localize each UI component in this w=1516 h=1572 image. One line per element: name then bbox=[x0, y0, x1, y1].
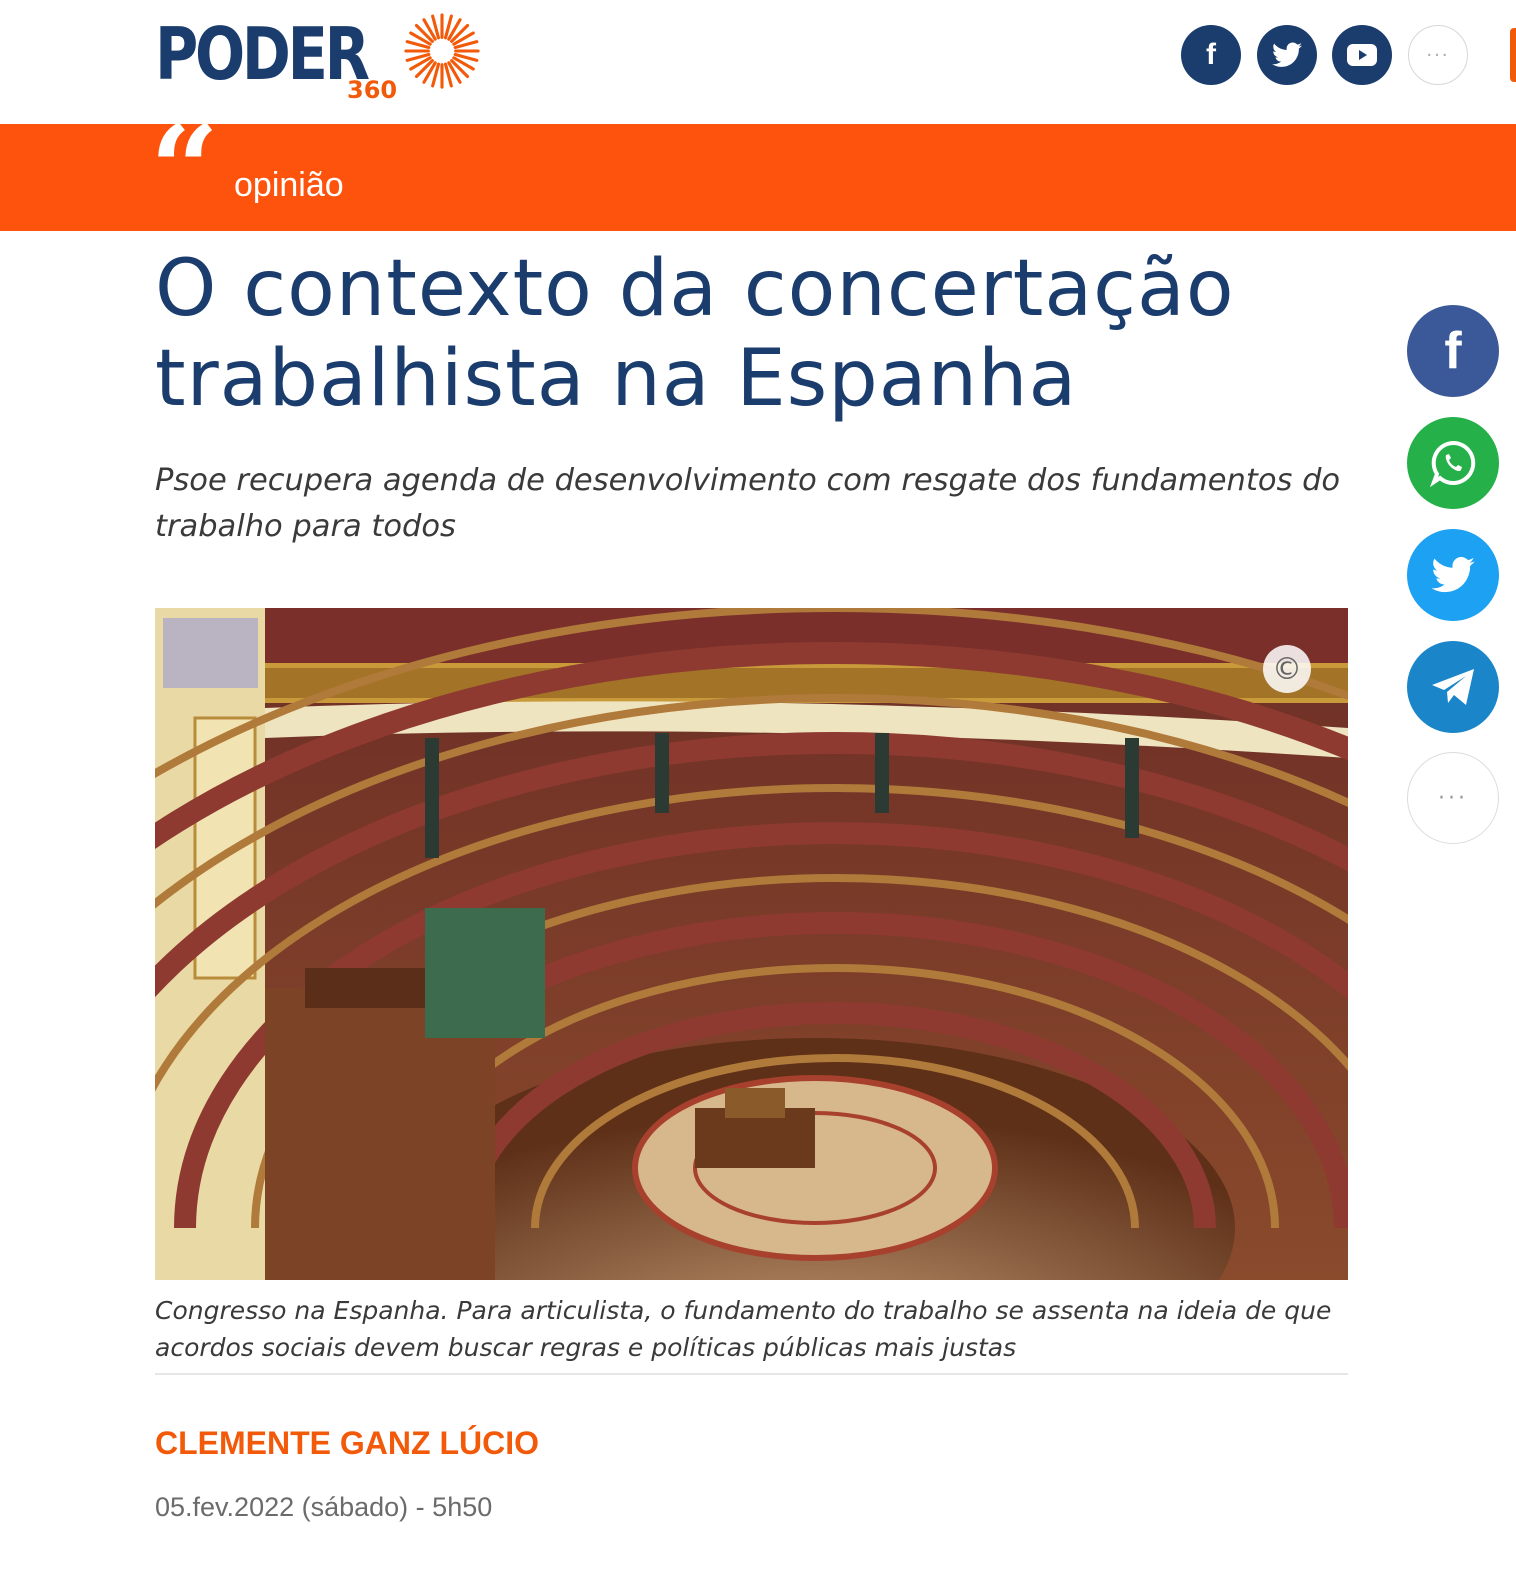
article-subtitle: Psoe recupera agenda de desenvolvimento com resgate dos fundamentos do trabalho para todos bbox=[155, 463, 1341, 544]
share-facebook-button[interactable] bbox=[1407, 305, 1499, 397]
parliament-chamber-image bbox=[155, 608, 1348, 1280]
logo-subtext: 360 bbox=[347, 76, 398, 104]
logo-wordmark: PODER bbox=[155, 12, 367, 96]
share-more-button[interactable]: ··· bbox=[1407, 752, 1499, 844]
publish-date: 05.fev.2022 (sábado) - 5h50 bbox=[155, 1492, 493, 1522]
photo-caption: Congresso na Espanha. Para articulista, o fundamento do trabalho se assenta na ideia de que acordos sociais devem buscar regras e políticas públicas mais justas bbox=[155, 1296, 1332, 1362]
twitter-icon bbox=[1272, 42, 1302, 68]
share-twitter-button[interactable] bbox=[1407, 529, 1499, 621]
share-whatsapp-button[interactable] bbox=[1407, 417, 1499, 509]
logo-sun-icon bbox=[403, 12, 481, 90]
author-name[interactable]: CLEMENTE GANZ LÚCIO bbox=[155, 1425, 539, 1461]
telegram-icon bbox=[1430, 667, 1476, 707]
section-banner bbox=[0, 124, 1516, 231]
whatsapp-icon bbox=[1428, 438, 1478, 488]
header-more-button[interactable]: ··· bbox=[1408, 25, 1468, 85]
site-logo[interactable] bbox=[155, 12, 485, 108]
header-youtube-button[interactable] bbox=[1332, 25, 1392, 85]
section-label[interactable]: opinião bbox=[234, 166, 344, 204]
header-facebook-button[interactable] bbox=[1181, 25, 1241, 85]
article-photo[interactable] bbox=[155, 608, 1348, 1280]
edge-menu-tab[interactable] bbox=[1510, 28, 1516, 82]
photo-copyright-icon[interactable]: © bbox=[1263, 645, 1311, 693]
article-title: O contexto da concertação trabalhista na Espanha bbox=[155, 244, 1235, 424]
share-telegram-button[interactable] bbox=[1407, 641, 1499, 733]
site-header bbox=[0, 0, 1516, 124]
caption-divider bbox=[155, 1373, 1348, 1375]
header-twitter-button[interactable] bbox=[1257, 25, 1317, 85]
quote-icon: “ bbox=[150, 99, 220, 240]
twitter-icon bbox=[1431, 557, 1475, 593]
facebook-icon: f bbox=[1206, 38, 1216, 71]
facebook-icon: f bbox=[1444, 322, 1462, 380]
youtube-icon bbox=[1347, 44, 1377, 66]
